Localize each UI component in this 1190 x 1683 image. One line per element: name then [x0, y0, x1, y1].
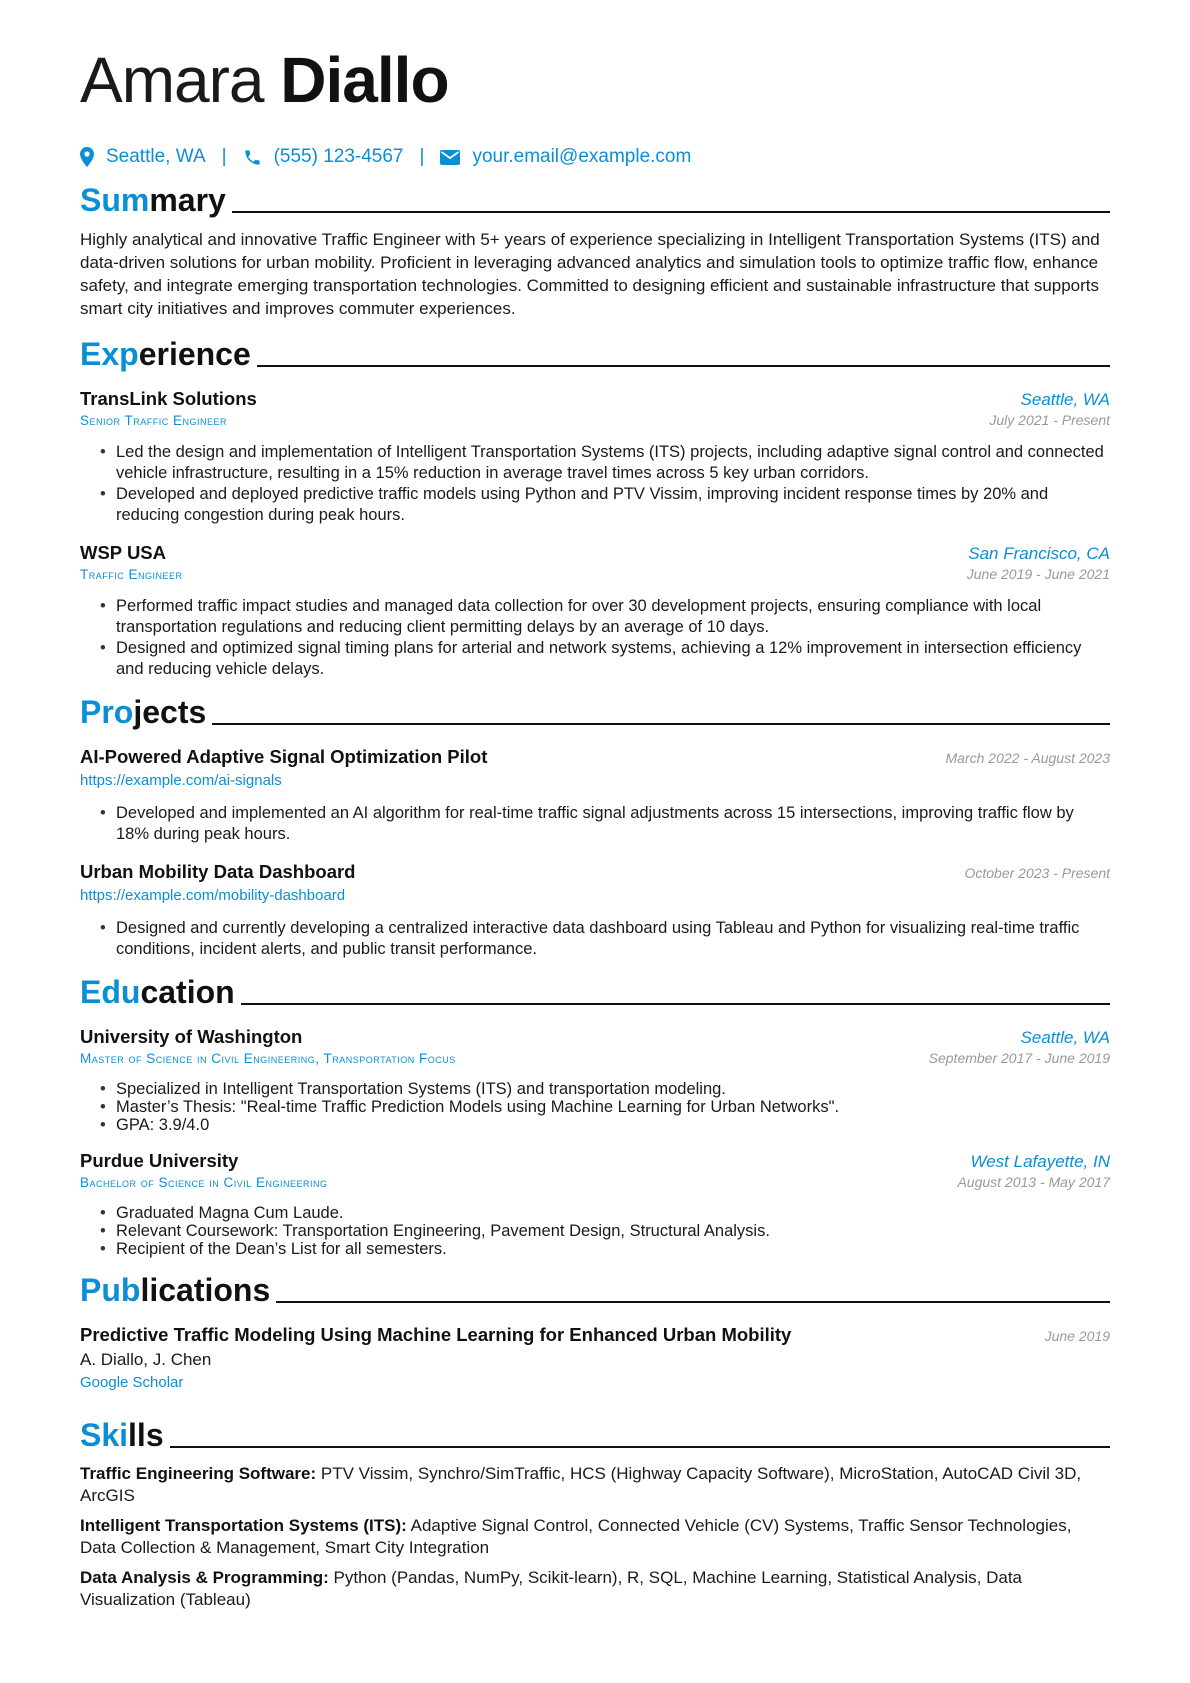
projects-heading	[80, 694, 1110, 730]
skill-label: Intelligent Transportation Systems (ITS):	[80, 1516, 407, 1535]
section-title: Projects	[80, 694, 207, 730]
envelope-icon	[440, 150, 460, 165]
contact-separator: |	[419, 146, 425, 167]
section-title: Experience	[80, 336, 251, 372]
list-item: • Specialized in Intelligent Transportation Systems (ITS) and transportation modeling.	[100, 1080, 1110, 1098]
contact-separator: |	[221, 146, 227, 167]
skills-heading	[80, 1417, 1110, 1453]
section-rule	[232, 211, 1110, 213]
project-dates: March 2022 - August 2023	[945, 750, 1110, 766]
first-name: Amara	[80, 44, 264, 116]
job-title: Senior Traffic Engineer	[80, 413, 228, 428]
skill-value: Adaptive Signal Control, Connected Vehicle (CV) Systems, Traffic Sensor Technologies, Data Collection & Management, Smart City Integration	[80, 1516, 1072, 1557]
job-location: San Francisco, CA	[968, 544, 1110, 563]
publications-heading	[80, 1272, 1110, 1308]
section-rule	[276, 1301, 1110, 1303]
company-name: WSP USA	[80, 542, 167, 563]
job-dates: June 2019 - June 2021	[966, 566, 1110, 582]
contact-email[interactable]	[440, 146, 691, 168]
list-item: • GPA: 3.9/4.0	[100, 1116, 1110, 1134]
job-bullets	[80, 596, 1110, 680]
education-dates: August 2013 - May 2017	[957, 1174, 1110, 1190]
education-dates: September 2017 - June 2019	[928, 1050, 1110, 1066]
section-rule	[257, 365, 1110, 367]
education-entry	[80, 1150, 1110, 1258]
email-text: your.email@example.com	[472, 146, 692, 167]
list-item: • Relevant Coursework: Transportation Engineering, Pavement Design, Structural Analysis.	[100, 1222, 1110, 1240]
school-location: Seattle, WA	[1020, 1028, 1110, 1047]
publication-title: Predictive Traffic Modeling Using Machine Learning for Enhanced Urban Mobility	[80, 1324, 792, 1345]
map-pin-icon	[80, 147, 94, 167]
project-bullets	[80, 918, 1110, 960]
skill-label: Data Analysis & Programming:	[80, 1568, 329, 1587]
list-item: • Designed and currently developing a centralized interactive data dashboard using Tableau and Python for visualizing real-time traffic conditions, incident alerts, and public transit performance.	[100, 918, 1110, 960]
publication-date: June 2019	[1044, 1328, 1110, 1344]
company-name: TransLink Solutions	[80, 388, 257, 409]
project-title: Urban Mobility Data Dashboard	[80, 861, 356, 882]
list-item: • Graduated Magna Cum Laude.	[100, 1204, 1110, 1222]
school-name: Purdue University	[80, 1150, 239, 1171]
experience-entry	[80, 542, 1110, 680]
degree: Master of Science in Civil Engineering, Transportation Focus	[80, 1051, 456, 1066]
education-bullets	[80, 1204, 1110, 1258]
section-title: Publications	[80, 1272, 271, 1308]
summary-text: Highly analytical and innovative Traffic Engineer with 5+ years of experience specializing in Intelligent Transportation Systems (ITS) and data-driven solutions for urban mobility. Proficient in leveraging advanced analytics and simulation tools to optimize traffic flow, enhance safety, and integrate emerging transportation technologies. Committed to designing efficient and sustainable infrastructure that supports smart city initiatives and improves commuter experiences.	[80, 230, 1100, 318]
candidate-name	[80, 40, 1110, 120]
list-item: • Developed and deployed predictive traffic models using Python and PTV Vissim, improving incident response times by 20% and reducing congestion during peak hours.	[100, 484, 1110, 526]
section-title: Summary	[80, 182, 226, 218]
job-title: Traffic Engineer	[80, 567, 183, 582]
contact-phone[interactable]	[243, 146, 404, 168]
job-bullets	[80, 442, 1110, 526]
contact-bar	[80, 146, 1110, 168]
publication-entry	[80, 1324, 1110, 1391]
last-name: Diallo	[280, 44, 449, 116]
skill-row	[80, 1515, 1110, 1559]
job-location: Seattle, WA	[1020, 390, 1110, 409]
school-location: West Lafayette, IN	[970, 1152, 1110, 1171]
project-link[interactable]: https://example.com/mobility-dashboard	[80, 887, 346, 904]
list-item: • Led the design and implementation of Intelligent Transportation Systems (ITS) projects, including adaptive signal control and connected vehicle infrastructure, resulting in a 15% reduction in average travel times across 5 key urban corridors.	[100, 442, 1110, 484]
degree: Bachelor of Science in Civil Engineering	[80, 1175, 328, 1190]
education-heading	[80, 974, 1110, 1010]
skill-row	[80, 1567, 1110, 1611]
publication-authors: A. Diallo, J. Chen	[80, 1350, 212, 1369]
phone-text: (555) 123-4567	[273, 146, 404, 167]
education-bullets	[80, 1080, 1110, 1134]
experience-heading	[80, 336, 1110, 372]
experience-entry	[80, 388, 1110, 526]
publication-link[interactable]: Google Scholar	[80, 1374, 184, 1391]
section-title: Skills	[80, 1417, 164, 1453]
project-bullets	[80, 803, 1110, 845]
section-rule	[170, 1446, 1110, 1448]
school-name: University of Washington	[80, 1026, 303, 1047]
list-item: • Recipient of the Dean’s List for all semesters.	[100, 1240, 1110, 1258]
skill-value: Python (Pandas, NumPy, Scikit-learn), R, SQL, Machine Learning, Statistical Analysis, Data Visualization (Tableau)	[80, 1568, 1022, 1609]
phone-icon	[243, 148, 262, 167]
summary-heading	[80, 182, 1110, 218]
location-text: Seattle, WA	[106, 146, 206, 167]
skill-label: Traffic Engineering Software:	[80, 1464, 317, 1483]
list-item: • Designed and optimized signal timing plans for arterial and network systems, achieving a 12% improvement in intersection efficiency and reducing vehicle delays.	[100, 638, 1110, 680]
contact-location	[80, 146, 206, 168]
list-item: • Master’s Thesis: "Real-time Traffic Prediction Models using Machine Learning for Urban Networks".	[100, 1098, 1110, 1116]
project-title: AI-Powered Adaptive Signal Optimization Pilot	[80, 746, 488, 767]
section-rule	[241, 1003, 1110, 1005]
skill-row	[80, 1463, 1110, 1507]
section-rule	[212, 723, 1110, 725]
section-title: Education	[80, 974, 235, 1010]
project-dates: October 2023 - Present	[964, 865, 1110, 881]
project-entry	[80, 746, 1110, 845]
list-item: • Performed traffic impact studies and managed data collection for over 30 development projects, ensuring compliance with local transportation regulations and reducing client permitting delays by an average of 10 days.	[100, 596, 1110, 638]
skill-value: PTV Vissim, Synchro/SimTraffic, HCS (Highway Capacity Software), MicroStation, AutoCAD Civil 3D, ArcGIS	[80, 1464, 1082, 1505]
list-item: • Developed and implemented an AI algorithm for real-time traffic signal adjustments across 15 intersections, improving traffic flow by 18% during peak hours.	[100, 803, 1110, 845]
education-entry	[80, 1026, 1110, 1134]
job-dates: July 2021 - Present	[989, 412, 1110, 428]
project-entry	[80, 861, 1110, 960]
project-link[interactable]: https://example.com/ai-signals	[80, 772, 282, 789]
